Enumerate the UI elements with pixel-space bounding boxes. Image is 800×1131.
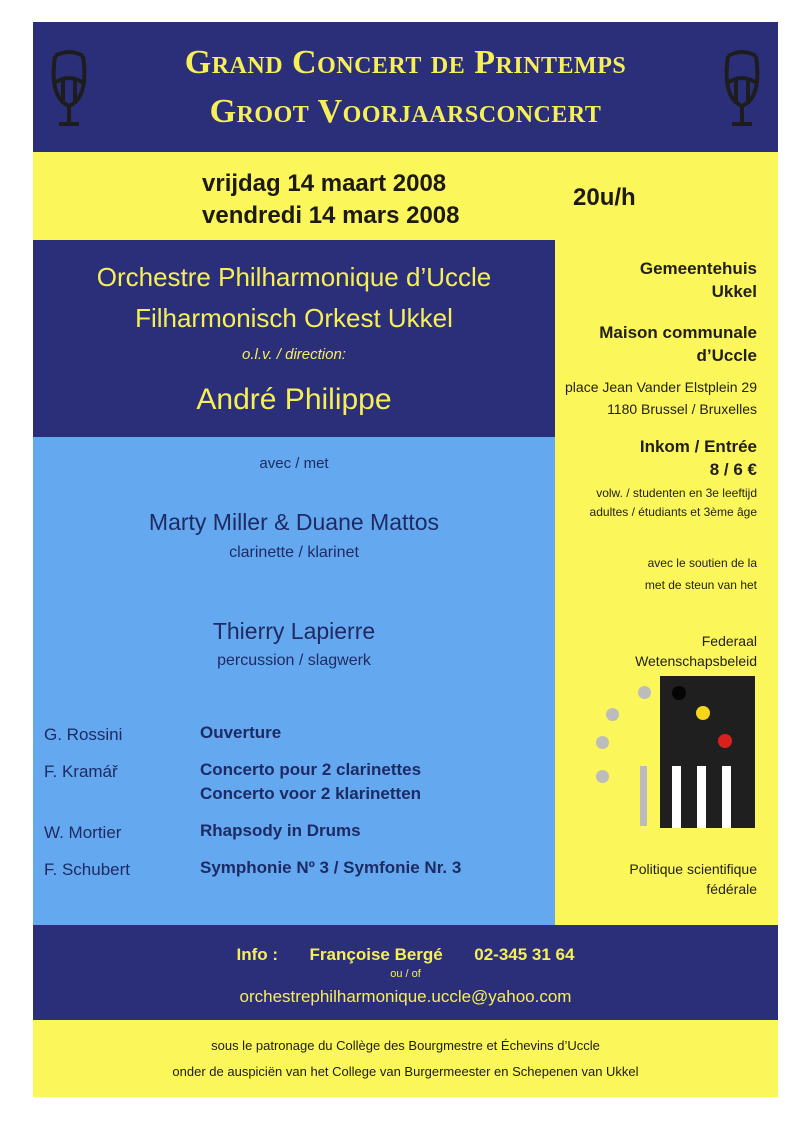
sponsor-name-nl-1: Federaal	[701, 633, 757, 649]
logo-dot-black	[672, 686, 686, 700]
orchestra-panel	[33, 240, 555, 437]
soloist-names: Thierry Lapierre	[212, 618, 376, 644]
entry-note-fr: adultes / étudiants et 3ème âge	[589, 505, 757, 519]
venue-address: place Jean Vander Elstplein 29	[565, 379, 757, 395]
contact-or: ou / of	[390, 968, 421, 980]
info-panel	[33, 925, 778, 1020]
direction-label: o.l.v. / direction:	[242, 346, 346, 363]
support-fr: avec le soutien de la	[647, 556, 757, 570]
soloist-instrument: percussion / slagwerk	[217, 652, 371, 669]
soloist-names: Marty Miller & Duane Mattos	[148, 509, 440, 535]
work-title: Symphonie Nº 3 / Symfonie Nr. 3	[200, 858, 462, 877]
logo-bar-white	[697, 766, 706, 828]
work-title: Concerto pour 2 clarinettes	[200, 760, 422, 779]
logo-bar-white	[672, 766, 681, 828]
logo-dot-grey	[596, 770, 609, 783]
venue-nl-2: Ukkel	[711, 282, 757, 301]
soloist-instrument: clarinette / klarinet	[229, 544, 359, 561]
venue-fr-1: Maison communale	[599, 323, 757, 342]
logo-square	[660, 676, 755, 828]
logo-dot-grey	[596, 736, 609, 749]
orchestra-name-fr: Orchestre Philharmonique d’Uccle	[96, 262, 492, 292]
support-nl: met de steun van het	[644, 578, 757, 592]
logo-bar-grey	[640, 766, 647, 826]
work-title: Rhapsody in Drums	[200, 821, 361, 840]
composer: W. Mortier	[44, 823, 122, 842]
sponsor-name-nl-2: Wetenschapsbeleid	[635, 653, 757, 669]
logo-dot-yellow	[696, 706, 710, 720]
concert-time: 20u/h	[573, 184, 636, 211]
venue-nl-1: Gemeentehuis	[639, 259, 757, 278]
soloists-intro: avec / met	[259, 455, 329, 472]
venue-city: 1180 Brussel / Bruxelles	[607, 401, 757, 417]
entry-price: 8 / 6 €	[709, 460, 757, 479]
header-banner	[33, 22, 778, 152]
work-title: Concerto voor 2 klarinetten	[200, 784, 422, 803]
work-title: Ouverture	[200, 723, 282, 742]
contact-line	[33, 945, 778, 965]
contact-phone: 02-345 31 64	[474, 945, 575, 964]
date-nl: vrijdag 14 maart 2008	[202, 170, 447, 197]
concert-poster	[33, 22, 778, 1097]
orchestra-name-nl: Filharmonisch Orkest Ukkel	[135, 303, 453, 333]
logo-bar-white	[722, 766, 731, 828]
venue-fr-2: d’Uccle	[696, 346, 757, 365]
contact-name: Françoise Bergé	[309, 945, 443, 964]
contact-label: Info :	[236, 945, 279, 964]
footer-fr: sous le patronage du Collège des Bourgmestre et Échevins d’Uccle	[211, 1038, 600, 1053]
logo-dot-grey	[638, 686, 651, 699]
conductor-name: André Philippe	[196, 383, 392, 416]
logo-dot-red	[718, 734, 732, 748]
belspo-logo	[590, 674, 758, 854]
sponsor-name-fr-2: fédérale	[706, 881, 757, 897]
title-nl: Groot Voorjaarsconcert	[209, 93, 602, 130]
sponsor-name-fr-1: Politique scientifique	[629, 861, 757, 877]
contact-email[interactable]: orchestrephilharmonique.uccle@yahoo.com	[239, 987, 572, 1006]
composer: G. Rossini	[44, 725, 123, 744]
entry-label: Inkom / Entrée	[639, 437, 757, 456]
entry-note-nl: volw. / studenten en 3e leeftijd	[596, 486, 757, 500]
composer: F. Schubert	[44, 860, 130, 879]
date-fr: vendredi 14 mars 2008	[202, 202, 460, 229]
logo-dot-grey	[606, 708, 619, 721]
title-fr: Grand Concert de Printemps	[184, 44, 627, 81]
composer: F. Kramář	[44, 762, 118, 781]
footer-nl: onder de auspiciën van het College van Burgermeester en Schepenen van Ukkel	[172, 1064, 639, 1079]
program-panel	[33, 437, 555, 925]
